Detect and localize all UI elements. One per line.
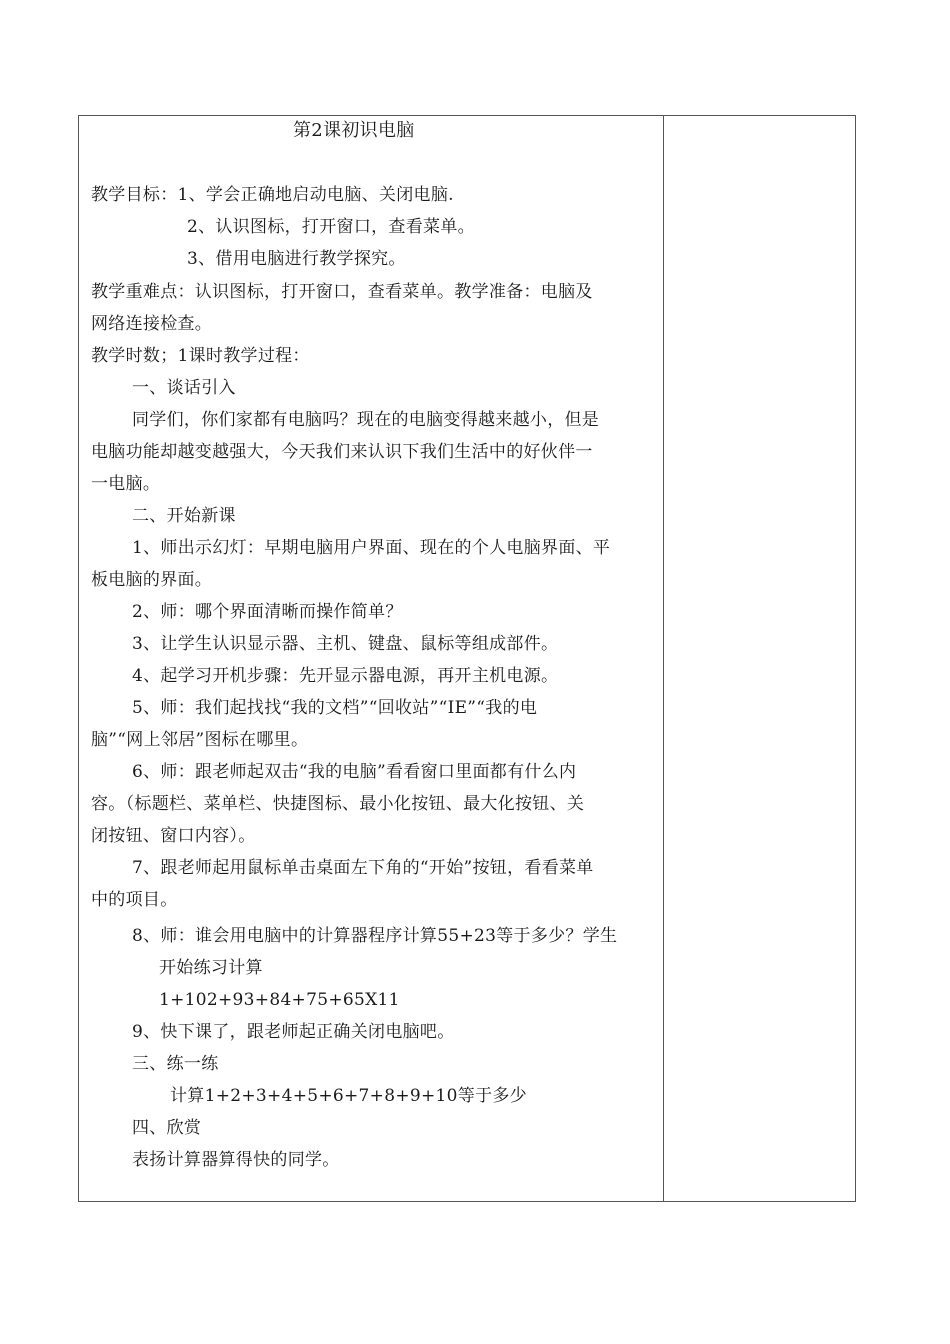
text-line: 同学们，你们家都有电脑吗？现在的电脑变得越来越小，但是 — [132, 410, 600, 430]
text-line: 电脑功能却越变越强大，今天我们来认识下我们生活中的好伙伴一 — [91, 442, 593, 462]
text-line: 开始练习计算 — [159, 958, 263, 978]
text-line: 表扬计算器算得快的同学。 — [132, 1150, 340, 1170]
section-heading: 三、练一练 — [132, 1054, 219, 1074]
section-heading: 一、谈话引入 — [132, 378, 236, 398]
text-line: 1+102+93+84+75+65X11 — [159, 990, 400, 1010]
text-line: 一电脑。 — [91, 474, 161, 494]
text-line: 容。（标题栏、菜单栏、快捷图标、最小化按钮、最大化按钮、关 — [91, 794, 585, 814]
text-line: 教学目标：1、学会正确地启动电脑、关闭电脑. — [91, 185, 454, 205]
text-line: 7、跟老师起用鼠标单击桌面左下角的“开始”按钮，看看菜单 — [132, 858, 594, 878]
text-line: 4、起学习开机步骤：先开显示器电源，再开主机电源。 — [132, 666, 559, 686]
text-line: 计算1+2+3+4+5+6+7+8+9+10等于多少 — [170, 1086, 527, 1106]
text-line: 闭按钮、窗口内容）。 — [91, 826, 256, 846]
text-line: 2、认识图标，打开窗口，查看菜单。 — [187, 217, 475, 237]
section-heading: 二、开始新课 — [132, 506, 236, 526]
text-line: 教学重难点：认识图标，打开窗口，查看菜单。教学准备：电脑及 — [91, 282, 593, 302]
text-line: 8、师：谁会用电脑中的计算器程序计算55+23等于多少？学生 — [132, 926, 618, 946]
page-title: 第2课初识电脑 — [293, 120, 415, 141]
text-line: 3、让学生认识显示器、主机、键盘、鼠标等组成部件。 — [132, 634, 559, 654]
text-line: 5、师：我们起找找“我的文档”“回收站”“IE”“我的电 — [132, 698, 538, 718]
text-line: 脑”“网上邻居”图标在哪里。 — [91, 730, 309, 750]
text-line: 9、快下课了，跟老师起正确关闭电脑吧。 — [132, 1022, 455, 1042]
notes-column — [664, 116, 855, 1201]
text-line: 3、借用电脑进行教学探究。 — [187, 249, 406, 269]
section-heading: 四、欣赏 — [132, 1118, 202, 1138]
text-line: 6、师：跟老师起双击“我的电脑”看看窗口里面都有什么内 — [132, 762, 577, 782]
text-line: 中的项目。 — [91, 890, 178, 910]
text-line: 网络连接检查。 — [91, 314, 213, 334]
text-line: 板电脑的界面。 — [91, 570, 213, 590]
text-line: 教学时数；1课时教学过程： — [91, 346, 310, 366]
text-line: 1、师出示幻灯：早期电脑用户界面、现在的个人电脑界面、平 — [132, 538, 611, 558]
text-line: 2、师：哪个界面清晰而操作简单？ — [132, 602, 403, 622]
